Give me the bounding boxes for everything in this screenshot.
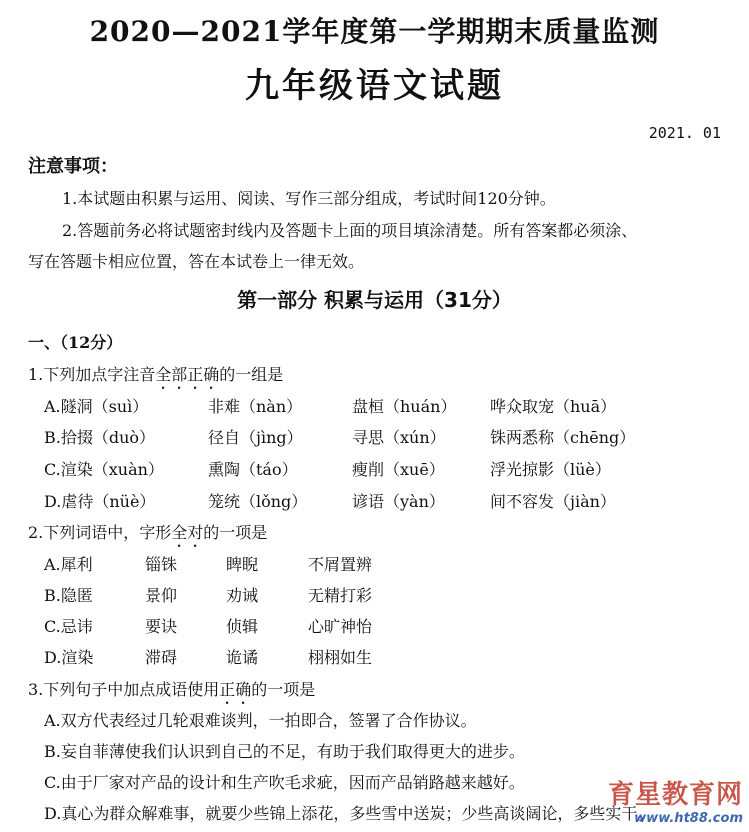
q1-b-4: 铢两悉称（chēng） [490,428,636,447]
q1-b-2: 径自（jìng） [208,428,303,447]
q1-c-4: 浮光掠影（lüè） [490,460,611,479]
part-heading: 一、（12分） [28,333,123,352]
q1-a-3: 盘桓（huán） [352,397,457,416]
q3-option-c: C.由于厂家对产品的设计和生产吹毛求疵，因而产品销路越来越好。 [44,773,525,792]
notice-item-2-line-2: 写在答题卡相应位置，答在本试卷上一律无效。 [28,252,365,271]
q3-option-d: D.真心为群众解难事，就要少些锦上添花，多些雪中送炭；少些高谈阔论，多些实干。 [44,804,654,823]
q1-c-2: 熏陶（táo） [208,460,298,479]
q2-a-2: 锱铢 [145,555,178,574]
q2-c-4: 心旷神怡 [308,617,373,636]
question-1-stem-c: 的一组是 [219,365,284,384]
question-3-stem-a: 3.下列句子中加点成语使用 [28,680,220,699]
q2-b-4: 无精打彩 [308,586,373,605]
exam-date: 2021. 01 [648,124,721,142]
q1-d-3: 谚语（yàn） [352,492,445,511]
q2-d-3: 诡谲 [226,648,259,667]
q3-option-a: A.双方代表经过几轮艰难谈判，一拍即合，签署了合作协议。 [44,711,477,730]
q2-c-1: C.忌讳 [44,617,93,636]
question-2-stem-emphasis: 全对 [171,523,204,542]
q2-a-4: 不屑置辨 [308,555,373,574]
question-2-stem-c: 的一项是 [203,523,268,542]
question-1-stem [28,362,283,393]
q1-c-3: 瘦削（xuē） [352,460,445,479]
q1-a-2: 非难（nàn） [208,397,303,416]
q2-a-3: 睥睨 [226,555,259,574]
q1-d-1: D.虐待（nüè） [44,492,156,511]
q1-d-4: 间不容发（jiàn） [490,492,616,511]
question-3-stem-emphasis: 正确 [219,680,252,699]
watermark-url: www.ht88.com [634,811,743,826]
q1-d-2: 笼统（lǒng） [208,492,308,511]
question-3-stem-c: 的一项是 [251,680,316,699]
q2-b-3: 劝诫 [226,586,259,605]
notice-item-2-line-1: 2.答题前务必将试题密封线内及答题卡上面的项目填涂清楚。所有答案都必须涂、 [62,221,638,240]
q1-b-3: 寻思（xún） [352,428,446,447]
q2-c-2: 要诀 [145,617,178,636]
watermark-logo-text: 育星教育网 [607,780,743,810]
q1-a-4: 哗众取宠（huā） [490,397,617,416]
question-2-stem-a: 2.下列词语中，字形 [28,523,172,542]
exam-title: 2020—2021学年度第一学期期末质量监测 [89,15,660,48]
question-1-stem-a: 1.下列加点字注音 [28,365,156,384]
exam-subtitle: 九年级语文试题 [245,66,504,106]
question-1-stem-emphasis: 全部正确 [155,365,220,384]
section-title: 第一部分 积累与运用（31分） [237,288,512,312]
question-2-stem [28,520,267,551]
q2-d-1: D.渲染 [44,648,94,667]
q2-d-2: 滞碍 [145,648,178,667]
q2-d-4: 栩栩如生 [308,648,373,667]
q2-a-1: A.犀利 [44,555,93,574]
notice-item-1: 1.本试题由积累与运用、阅读、写作三部分组成，考试时间120分钟。 [62,189,556,208]
notice-heading: 注意事项： [28,156,118,177]
q2-b-1: B.隐匿 [44,586,93,605]
q1-b-1: B.拾掇（duò） [44,428,156,447]
q2-c-3: 侦辑 [226,617,259,636]
q2-b-2: 景仰 [145,586,178,605]
watermark [608,774,743,826]
q1-a-1: A.隧洞（suì） [44,397,149,416]
question-3-stem [28,677,315,708]
q1-c-1: C.渲染（xuàn） [44,460,164,479]
q3-option-b: B.妄自菲薄使我们认识到自己的不足，有助于我们取得更大的进步。 [44,742,525,761]
